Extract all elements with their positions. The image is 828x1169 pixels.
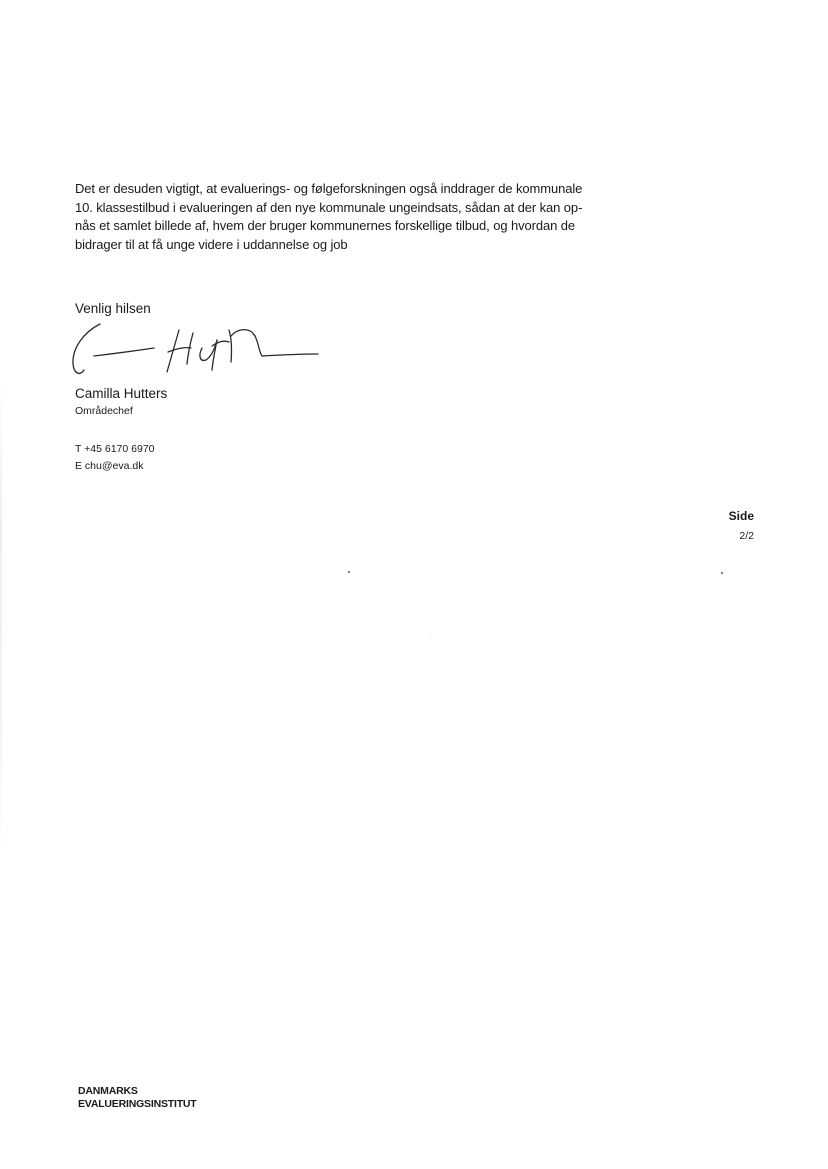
sender-role: Områdechef [75,405,133,417]
scan-edge-shadow [0,380,2,860]
sender-name: Camilla Hutters [75,386,168,401]
body-line: nås et samlet billede af, hvem der bruger kommunernes forskellige tilbud, og hvordan de [75,218,576,233]
page-number: 2/2 [739,530,754,542]
body-line: Det er desuden vigtigt, at evaluerings- og følgeforskningen også inddrager de kommunale [75,181,583,196]
scan-speck [348,571,350,573]
scan-speck [429,635,430,636]
handwritten-signature [66,318,326,382]
body-line: 10. klassestilbud i evalueringen af den nye kommunale ungeindsats, sådan at der kan op- [75,199,583,215]
scan-speck [721,572,723,574]
logo-line: EVALUERINGSINSTITUT [78,1098,197,1110]
sender-phone: T +45 6170 6970 [75,443,155,455]
closing-salutation: Venlig hilsen [75,301,151,316]
letter-body [75,180,635,254]
sender-email: E chu@eva.dk [75,460,144,472]
page-label: Side [728,509,754,523]
institution-logo [78,1085,197,1111]
body-line: bidrager til at få unge videre i uddannelse og job [75,236,348,252]
logo-line: DANMARKS [78,1085,138,1097]
